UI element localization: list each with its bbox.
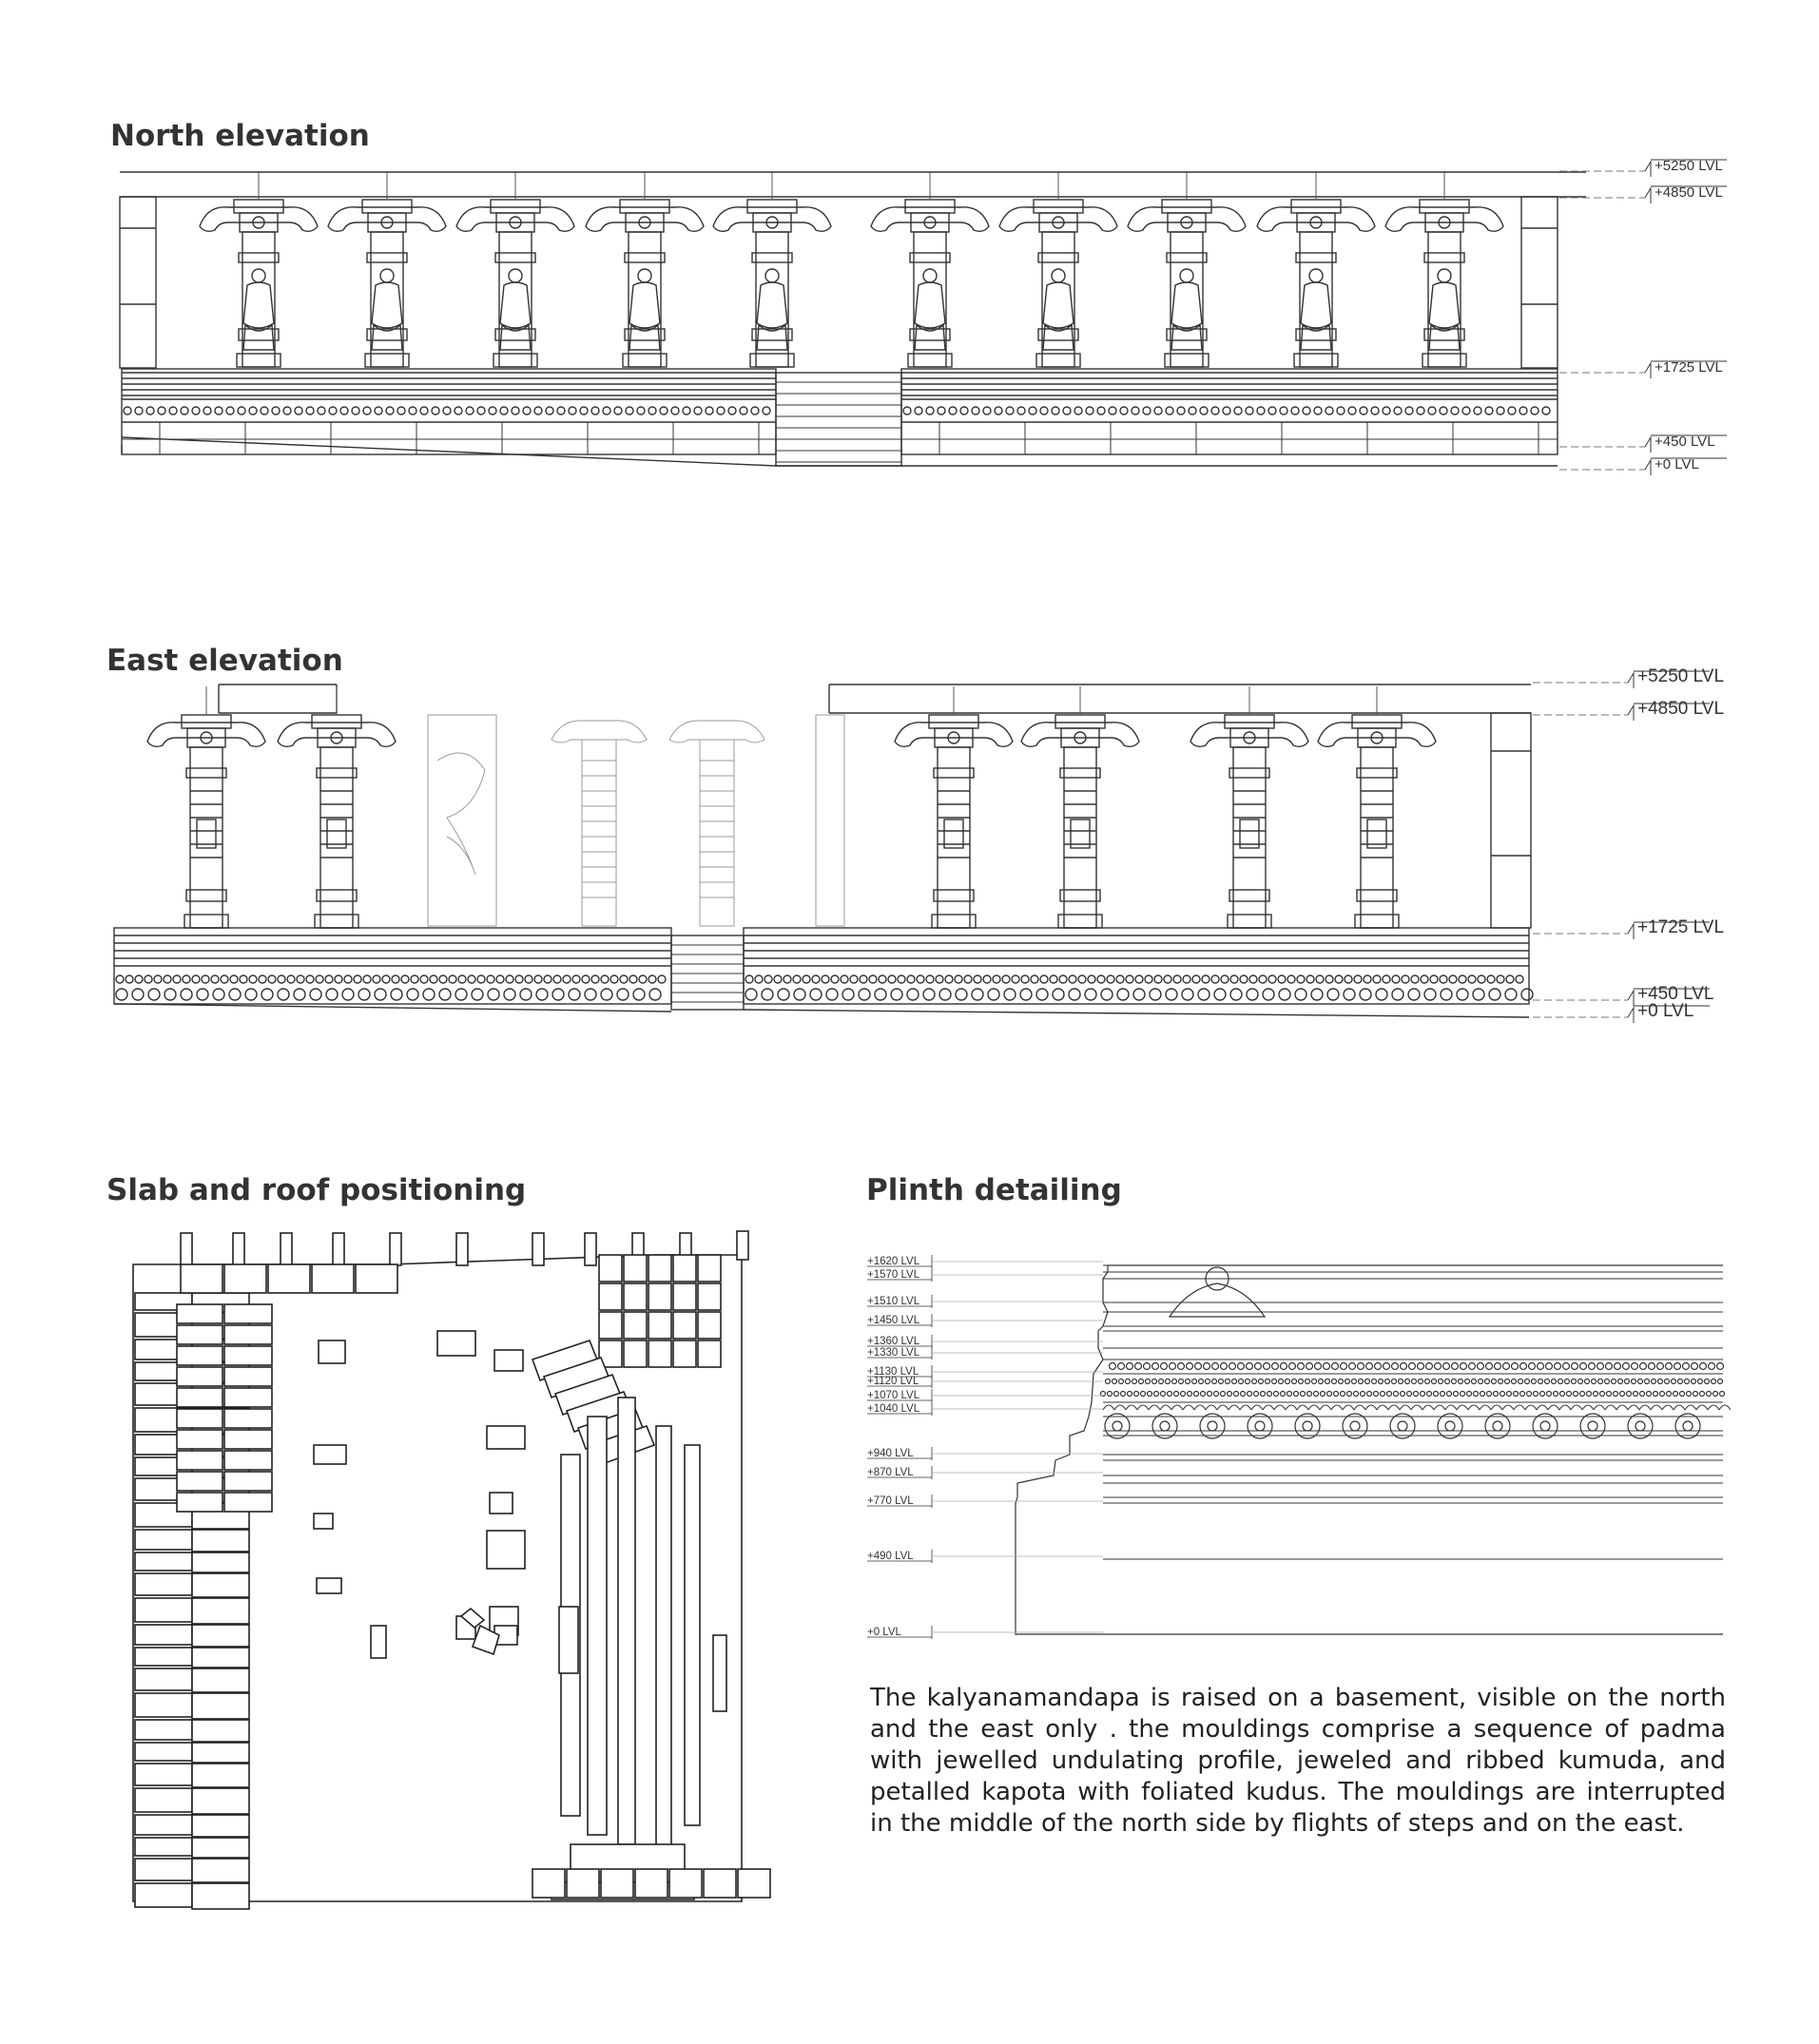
level-label: +4850 LVL	[1655, 184, 1723, 201]
east-level-markers	[1533, 666, 1724, 1023]
plinth-detailing-title: Plinth detailing	[866, 1173, 1122, 1207]
level-label: +450 LVL	[1655, 434, 1715, 450]
slab-roof-title: Slab and roof positioning	[106, 1173, 527, 1207]
east-elevation-title: East elevation	[106, 644, 343, 678]
plinth-level-label: +1070 LVL	[867, 1390, 920, 1401]
plinth-level-label: +1510 LVL	[867, 1296, 920, 1307]
level-label: +1725 LVL	[1637, 917, 1725, 937]
plinth-level-label: +1040 LVL	[867, 1403, 920, 1415]
plinth-description: The kalyanamandapa is raised on a basement, visible on the north and the east only . the mouldings comprise a sequence of padma with jewelled undulating profile, jeweled and ribbed kumuda, and petalled kapota with foliated kudus. The mouldings are interrupted in the middle of the north side by flights of steps and on the east.	[870, 1684, 1726, 1838]
level-label: +0 LVL	[1637, 1001, 1694, 1021]
level-label: +0 LVL	[1655, 456, 1699, 472]
north-level-markers	[1559, 158, 1727, 475]
plinth-level-label: +0 LVL	[867, 1627, 901, 1638]
north-elevation-title: North elevation	[110, 119, 370, 153]
plinth-level-label: +940 LVL	[867, 1448, 914, 1459]
plinth-level-label: +1620 LVL	[867, 1256, 920, 1267]
plinth-level-label: +1450 LVL	[867, 1315, 920, 1326]
level-label: +450 LVL	[1637, 984, 1714, 1004]
plinth-level-label: +490 LVL	[867, 1551, 914, 1562]
east-elevation-drawing	[114, 685, 1533, 1017]
plinth-level-markers	[867, 1255, 1103, 1639]
plinth-level-label: +1360 LVL	[867, 1336, 920, 1347]
level-label: +5250 LVL	[1655, 158, 1723, 174]
plinth-level-label: +1330 LVL	[867, 1347, 920, 1359]
plinth-level-label: +870 LVL	[867, 1467, 914, 1478]
level-label: +5250 LVL	[1637, 666, 1725, 686]
plinth-level-label: +1130 LVL	[867, 1366, 919, 1378]
north-elevation-drawing	[120, 171, 1586, 466]
plinth-level-label: +770 LVL	[867, 1495, 914, 1507]
slab-roof-plan-drawing	[133, 1231, 770, 1909]
plinth-section-drawing	[1016, 1265, 1731, 1634]
level-label: +4850 LVL	[1637, 699, 1725, 719]
level-label: +1725 LVL	[1655, 359, 1723, 376]
plinth-level-label: +1120 LVL	[867, 1376, 919, 1387]
plinth-level-label: +1570 LVL	[867, 1269, 920, 1281]
